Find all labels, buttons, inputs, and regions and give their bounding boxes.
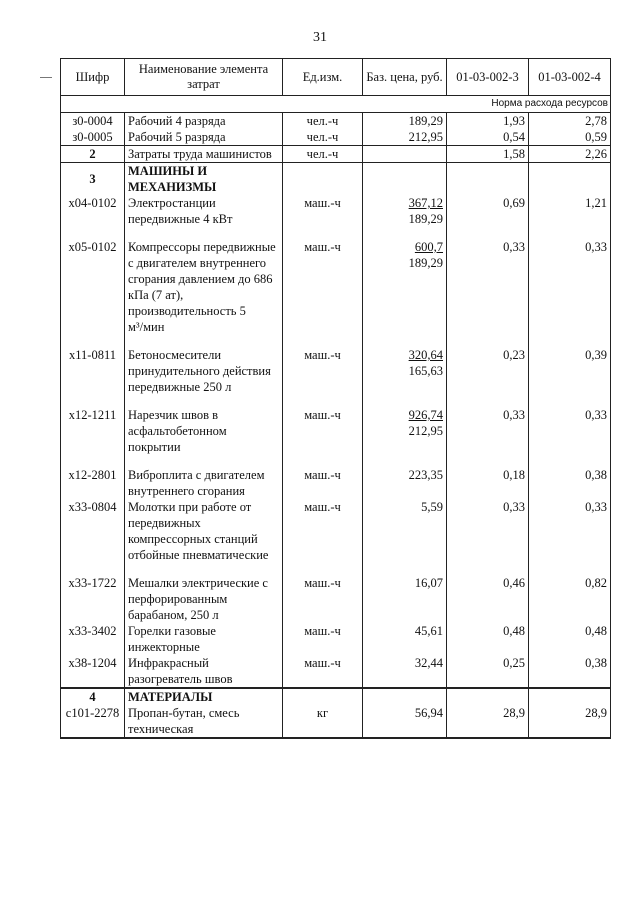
row-v1: 0,48	[447, 623, 529, 655]
row-code: х11-0811	[61, 347, 125, 395]
row-v2: 0,38	[529, 467, 611, 499]
header-unit: Ед.изм.	[283, 59, 363, 96]
row-name: Инфракрасный разогреватель швов	[125, 655, 283, 688]
margin-mark	[40, 77, 52, 78]
row-v2: 0,39	[529, 347, 611, 395]
row-name: Виброплита с двигателем внутреннего сгорания	[125, 467, 283, 499]
row-price: 5,59	[363, 499, 447, 563]
section-name: Затраты труда машинистов	[125, 146, 283, 163]
row-v1: 0,46	[447, 575, 529, 623]
row-v1: 0,23	[447, 347, 529, 395]
row-unit: маш.-ч	[283, 623, 363, 655]
row-price: 16,07	[363, 575, 447, 623]
resource-table	[60, 58, 611, 739]
row-code: з0-0005	[61, 129, 125, 146]
row-v1: 28,9	[447, 705, 529, 738]
row-name: Мешалки электрические с перфорированным барабаном, 250 л	[125, 575, 283, 623]
table-row	[61, 239, 611, 335]
row-price: 223,35	[363, 467, 447, 499]
table-row	[61, 129, 611, 146]
table-row	[61, 623, 611, 655]
section-unit: чел.-ч	[283, 146, 363, 163]
row-v1: 0,33	[447, 239, 529, 335]
row-code: х12-2801	[61, 467, 125, 499]
row-price: 212,95	[363, 129, 447, 146]
row-v2: 28,9	[529, 705, 611, 738]
row-unit: маш.-ч	[283, 239, 363, 335]
header-row	[61, 59, 611, 96]
row-unit: маш.-ч	[283, 499, 363, 563]
row-unit: маш.-ч	[283, 655, 363, 688]
row-code: х38-1204	[61, 655, 125, 688]
row-name: Нарезчик швов в асфальтобетонном покрытии	[125, 407, 283, 455]
row-unit: чел.-ч	[283, 129, 363, 146]
page-number: 31	[313, 30, 327, 45]
row-v2: 0,59	[529, 129, 611, 146]
row-v1: 1,93	[447, 113, 529, 130]
row-name: Пропан-бутан, смесь техническая	[125, 705, 283, 738]
header-col1: 01-03-002-3	[447, 59, 529, 96]
row-price: 189,29	[363, 113, 447, 130]
row-price: 56,94	[363, 705, 447, 738]
table-row	[61, 347, 611, 395]
table-row	[61, 467, 611, 499]
section-number: 3	[61, 163, 125, 196]
row-code: х33-3402	[61, 623, 125, 655]
section-row-4	[61, 688, 611, 705]
row-price: 45,61	[363, 623, 447, 655]
row-v2: 0,33	[529, 499, 611, 563]
row-price: 600,7 189,29	[363, 239, 447, 335]
header-price: Баз. цена, руб.	[363, 59, 447, 96]
row-v2: 1,21	[529, 195, 611, 227]
row-unit: маш.-ч	[283, 347, 363, 395]
row-v2: 0,48	[529, 623, 611, 655]
row-name: Молотки при работе от передвижных компрессорных станций отбойные пневматические	[125, 499, 283, 563]
header-code: Шифр	[61, 59, 125, 96]
row-v1: 0,69	[447, 195, 529, 227]
row-v1: 0,18	[447, 467, 529, 499]
row-name: Рабочий 5 разряда	[125, 129, 283, 146]
row-code: з0-0004	[61, 113, 125, 130]
norma-row	[61, 96, 611, 113]
row-unit: маш.-ч	[283, 467, 363, 499]
row-unit: маш.-ч	[283, 195, 363, 227]
row-v2: 0,82	[529, 575, 611, 623]
row-price: 926,74 212,95	[363, 407, 447, 455]
row-v1: 0,54	[447, 129, 529, 146]
row-price: 32,44	[363, 655, 447, 688]
row-unit: маш.-ч	[283, 407, 363, 455]
section-row-2	[61, 146, 611, 163]
row-code: с101-2278	[61, 705, 125, 738]
row-name: Электростанции передвижные 4 кВт	[125, 195, 283, 227]
table-row	[61, 113, 611, 130]
row-name: Компрессоры передвижные с двигателем внутреннего сгорания давлением до 686 кПа (7 ат), производительность 5 м³/мин	[125, 239, 283, 335]
table-row	[61, 407, 611, 455]
row-unit: чел.-ч	[283, 113, 363, 130]
row-name: Горелки газовые инжекторные	[125, 623, 283, 655]
header-col2: 01-03-002-4	[529, 59, 611, 96]
row-unit: маш.-ч	[283, 575, 363, 623]
row-v2: 2,78	[529, 113, 611, 130]
section-v1: 1,58	[447, 146, 529, 163]
row-code: х33-0804	[61, 499, 125, 563]
section-title: МАТЕРИАЛЫ	[125, 688, 283, 705]
row-v1: 0,33	[447, 499, 529, 563]
table-row	[61, 575, 611, 623]
row-name: Рабочий 4 разряда	[125, 113, 283, 130]
row-v1: 0,25	[447, 655, 529, 688]
row-code: х04-0102	[61, 195, 125, 227]
row-price: 367,12 189,29	[363, 195, 447, 227]
table-row	[61, 195, 611, 227]
norma-label: Норма расхода ресурсов	[61, 96, 611, 113]
section-row-3	[61, 163, 611, 196]
row-code: х05-0102	[61, 239, 125, 335]
section-title: МАШИНЫ И МЕХАНИЗМЫ	[125, 163, 283, 196]
table-row	[61, 655, 611, 688]
row-unit: кг	[283, 705, 363, 738]
row-price: 320,64 165,63	[363, 347, 447, 395]
section-number: 4	[61, 688, 125, 705]
section-number: 2	[61, 146, 125, 163]
row-v1: 0,33	[447, 407, 529, 455]
row-v2: 0,33	[529, 239, 611, 335]
table-row	[61, 499, 611, 563]
row-code: х33-1722	[61, 575, 125, 623]
section-v2: 2,26	[529, 146, 611, 163]
row-name: Бетоносмесители принудительного действия передвижные 250 л	[125, 347, 283, 395]
row-v2: 0,38	[529, 655, 611, 688]
header-name: Наименование элемента затрат	[125, 59, 283, 96]
table-row	[61, 705, 611, 738]
section-price	[363, 146, 447, 163]
row-v2: 0,33	[529, 407, 611, 455]
row-code: х12-1211	[61, 407, 125, 455]
